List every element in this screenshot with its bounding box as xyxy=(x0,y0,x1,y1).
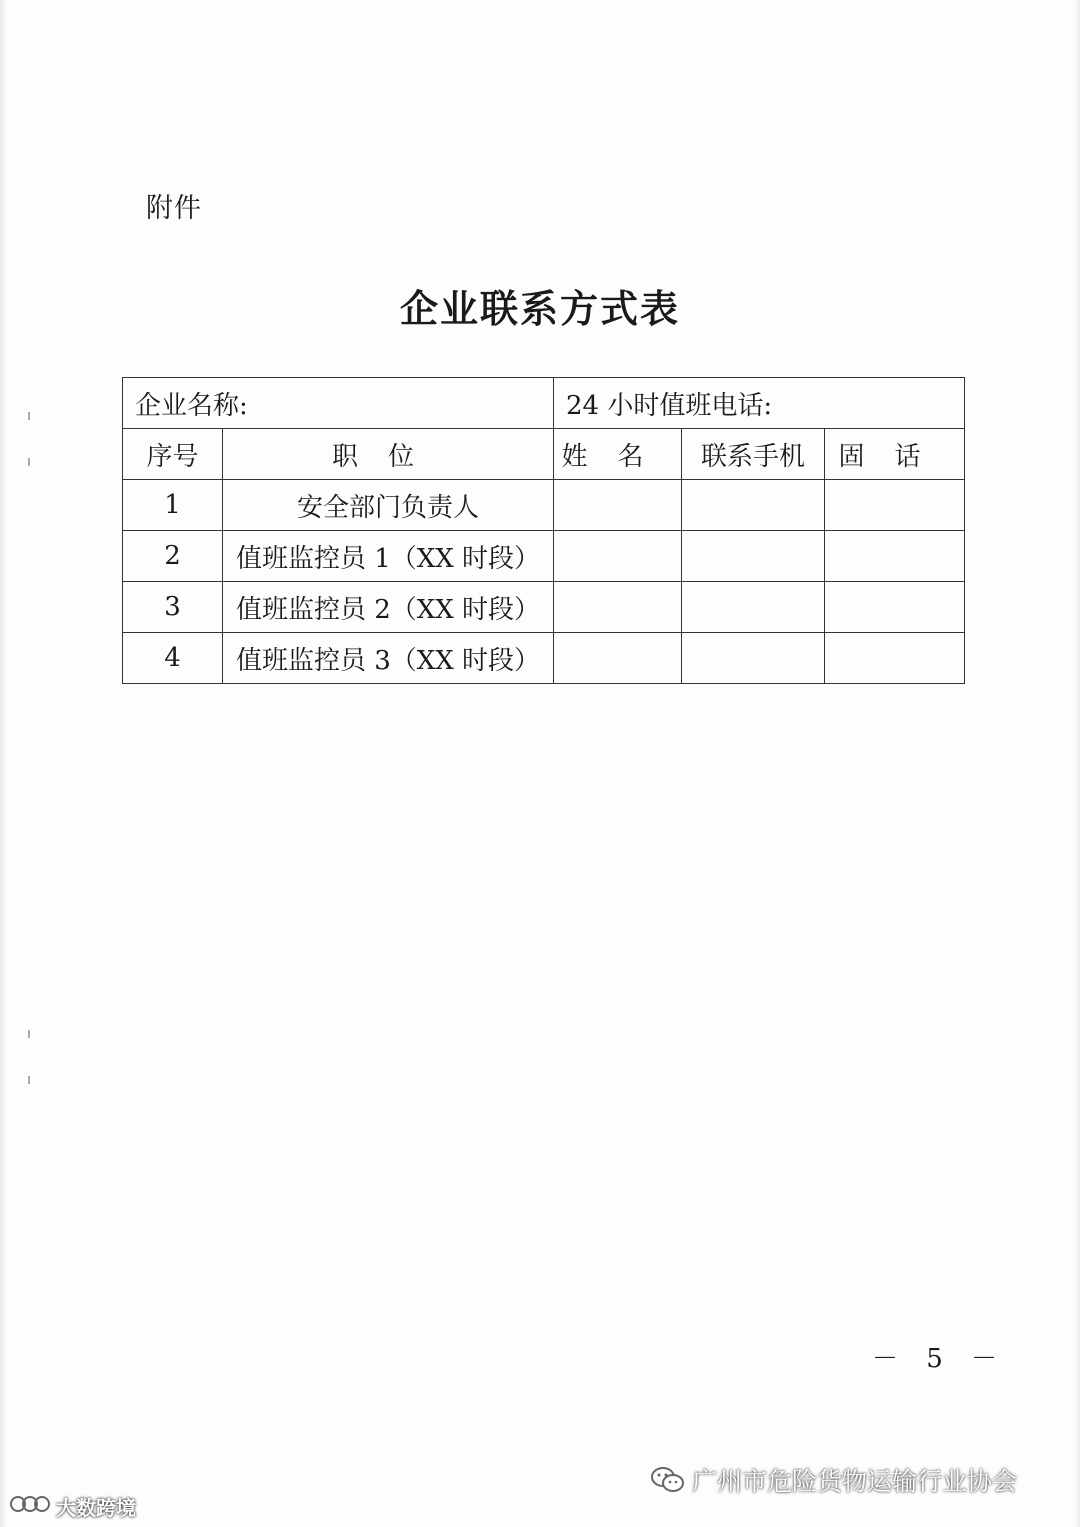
header-index: 序号 xyxy=(123,429,223,480)
row-position: 值班监控员 2（XX 时段） xyxy=(223,582,554,633)
row-index: 2 xyxy=(123,531,223,582)
header-name: 姓名 xyxy=(554,429,682,480)
wechat-watermark xyxy=(650,1462,1017,1498)
attachment-label: 附件 xyxy=(146,193,202,224)
row-position: 值班监控员 3（XX 时段） xyxy=(223,633,554,684)
row-name-cell[interactable] xyxy=(554,633,682,684)
row-index: 4 xyxy=(123,633,223,684)
row-mobile-cell[interactable] xyxy=(682,633,825,684)
table-row xyxy=(123,633,965,684)
contact-table xyxy=(122,377,965,684)
scan-mark xyxy=(28,458,30,466)
row-index: 1 xyxy=(123,480,223,531)
row-mobile-cell[interactable] xyxy=(682,531,825,582)
row-mobile-cell[interactable] xyxy=(682,582,825,633)
row-landline-cell[interactable] xyxy=(825,633,965,684)
table-row xyxy=(123,480,965,531)
wechat-icon xyxy=(650,1465,686,1495)
corner-mark-text: 大数跨境 xyxy=(56,1496,136,1520)
row-mobile-cell[interactable] xyxy=(682,480,825,531)
hotline-label: 24 小时值班电话: xyxy=(566,390,773,421)
wechat-account-name: 广州市危险货物运输行业协会 xyxy=(692,1467,1018,1496)
row-name-cell[interactable] xyxy=(554,531,682,582)
page-edge-shadow-left xyxy=(0,0,8,1527)
hotline-cell[interactable] xyxy=(554,378,965,429)
row-landline-cell[interactable] xyxy=(825,531,965,582)
logo-icon xyxy=(8,1493,52,1520)
table-row xyxy=(123,531,965,582)
table-row-company xyxy=(123,378,965,429)
row-landline-cell[interactable] xyxy=(825,480,965,531)
company-name-cell[interactable] xyxy=(123,378,554,429)
corner-watermark xyxy=(8,1492,136,1521)
page-number: － 5 － xyxy=(872,1344,1008,1374)
scan-mark xyxy=(28,1030,30,1038)
table-row xyxy=(123,582,965,633)
row-position: 值班监控员 1（XX 时段） xyxy=(223,531,554,582)
table-header-row xyxy=(123,429,965,480)
header-position: 职位 xyxy=(223,429,554,480)
document-title: 企业联系方式表 xyxy=(399,286,680,331)
row-name-cell[interactable] xyxy=(554,582,682,633)
page-edge-shadow-right xyxy=(1074,0,1080,1527)
header-mobile: 联系手机 xyxy=(682,429,825,480)
scan-mark xyxy=(28,1076,30,1084)
row-landline-cell[interactable] xyxy=(825,582,965,633)
header-landline: 固话 xyxy=(825,429,965,480)
row-position: 安全部门负责人 xyxy=(223,480,554,531)
scan-mark xyxy=(28,412,30,420)
company-name-label: 企业名称: xyxy=(135,390,248,421)
row-index: 3 xyxy=(123,582,223,633)
row-name-cell[interactable] xyxy=(554,480,682,531)
